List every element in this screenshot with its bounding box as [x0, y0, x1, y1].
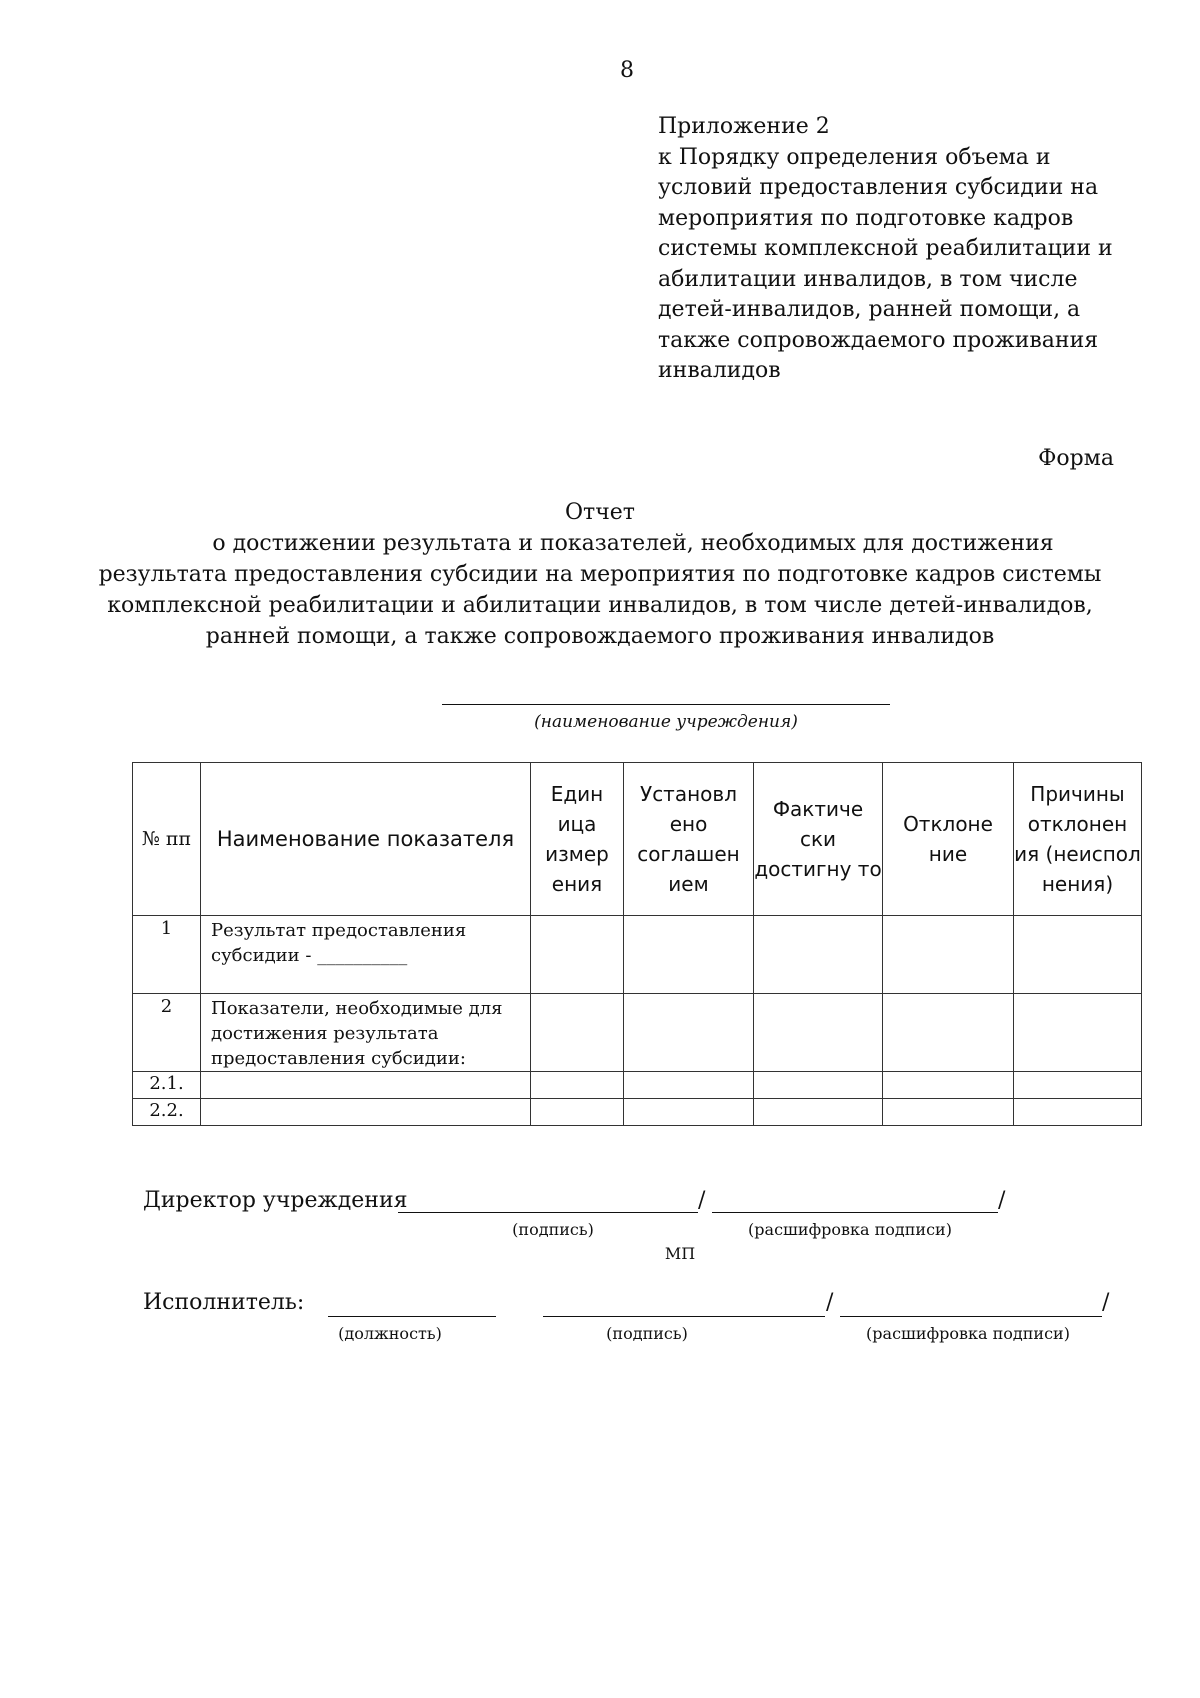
director-slash-end: /	[998, 1188, 1006, 1213]
table-row	[133, 1099, 1142, 1126]
stamp-label: МП	[664, 1244, 696, 1263]
appendix-line: абилитации инвалидов, в том числе	[658, 266, 1078, 292]
institution-caption: (наименование учреждения)	[534, 712, 798, 732]
appendix-line: условий предоставления субсидии на	[658, 175, 1099, 200]
appendix-line: также сопровождаемого проживания	[658, 327, 1099, 353]
row-cell-unit[interactable]	[531, 916, 624, 994]
executor-position-caption: (должность)	[338, 1324, 442, 1343]
appendix-line: детей-инвалидов, ранней помощи, а	[658, 297, 1081, 322]
appendix-line: системы комплексной реабилитации и	[658, 236, 1113, 261]
row-cell-actual[interactable]	[754, 1072, 883, 1099]
executor-signature-caption: (подпись)	[606, 1324, 688, 1343]
header-planned: Установл ено соглашен ием	[624, 763, 754, 916]
row-number: 2.1.	[133, 1072, 201, 1099]
institution-name-field[interactable]	[442, 704, 890, 705]
row-cell-deviation[interactable]	[883, 1072, 1014, 1099]
header-indicator-name: Наименование показателя	[201, 763, 531, 916]
report-title: Отчет	[565, 500, 635, 525]
executor-slash-end: /	[1102, 1290, 1110, 1315]
row-cell-actual[interactable]	[754, 994, 883, 1072]
row-cell-deviation[interactable]	[883, 994, 1014, 1072]
director-label: Директор учреждения	[143, 1188, 408, 1213]
row-cell-actual[interactable]	[754, 1099, 883, 1126]
header-reasons: Причины отклонен ия (неиспол нения)	[1014, 763, 1142, 916]
row-cell-actual[interactable]	[754, 916, 883, 994]
report-subtitle-line: комплексной реабилитации и абилитации инвалидов, в том числе детей-инвалидов,	[107, 593, 1093, 618]
report-subtitle-line: ранней помощи, а также сопровождаемого проживания инвалидов	[205, 624, 995, 649]
row-number: 1	[133, 916, 201, 994]
row-cell-planned[interactable]	[624, 916, 754, 994]
row-cell-unit[interactable]	[531, 1099, 624, 1126]
row-number: 2	[133, 994, 201, 1072]
row-cell-deviation[interactable]	[883, 916, 1014, 994]
appendix-line: инвалидов	[658, 358, 781, 383]
director-decoding-caption: (расшифровка подписи)	[748, 1220, 952, 1239]
director-signature-caption: (подпись)	[512, 1220, 594, 1239]
report-title-block	[0, 497, 1200, 652]
executor-decoding-caption: (расшифровка подписи)	[866, 1324, 1070, 1343]
director-decoding-field[interactable]	[712, 1212, 998, 1213]
form-label: Форма	[1038, 446, 1114, 471]
director-signature-field[interactable]	[398, 1212, 698, 1213]
header-number: № пп	[133, 763, 201, 916]
row-cell-planned[interactable]	[624, 994, 754, 1072]
executor-position-field[interactable]	[328, 1316, 496, 1317]
row-cell-reasons[interactable]	[1014, 1072, 1142, 1099]
appendix-line: мероприятия по подготовке кадров	[658, 205, 1074, 231]
executor-signature-field[interactable]	[543, 1316, 825, 1317]
header-unit: Един ица измер ения	[531, 763, 624, 916]
row-indicator-name[interactable]	[201, 1072, 531, 1099]
row-cell-planned[interactable]	[624, 1072, 754, 1099]
executor-decoding-field[interactable]	[840, 1316, 1102, 1317]
row-cell-planned[interactable]	[624, 1099, 754, 1126]
row-cell-reasons[interactable]	[1014, 994, 1142, 1072]
row-cell-unit[interactable]	[531, 994, 624, 1072]
report-subtitle-line: о достижении результата и показателей, необходимых для достижения	[212, 531, 1054, 556]
row-indicator-name: Результат предоставления субсидии - __________	[201, 916, 531, 994]
row-cell-reasons[interactable]	[1014, 916, 1142, 994]
director-slash: /	[698, 1188, 706, 1213]
row-indicator-name[interactable]	[201, 1099, 531, 1126]
table-row	[133, 994, 1142, 1072]
executor-slash: /	[826, 1290, 834, 1315]
row-cell-reasons[interactable]	[1014, 1099, 1142, 1126]
appendix-header	[658, 112, 1118, 387]
row-cell-unit[interactable]	[531, 1072, 624, 1099]
report-subtitle-line: результата предоставления субсидии на мероприятия по подготовке кадров системы	[98, 562, 1102, 587]
appendix-line: к Порядку определения объема и	[658, 144, 1051, 170]
table-row	[133, 916, 1142, 994]
appendix-line: Приложение 2	[658, 114, 830, 139]
table-row	[133, 1072, 1142, 1099]
page-number: 8	[620, 58, 634, 83]
header-deviation: Отклоне ние	[883, 763, 1014, 916]
table-header-row	[133, 763, 1142, 916]
row-number: 2.2.	[133, 1099, 201, 1126]
row-cell-deviation[interactable]	[883, 1099, 1014, 1126]
row-indicator-name: Показатели, необходимые для достижения результата предоставления субсидии:	[201, 994, 531, 1072]
report-table	[132, 762, 1142, 1126]
header-actual: Фактиче ски достигну то	[754, 763, 883, 916]
executor-label: Исполнитель:	[143, 1290, 305, 1315]
